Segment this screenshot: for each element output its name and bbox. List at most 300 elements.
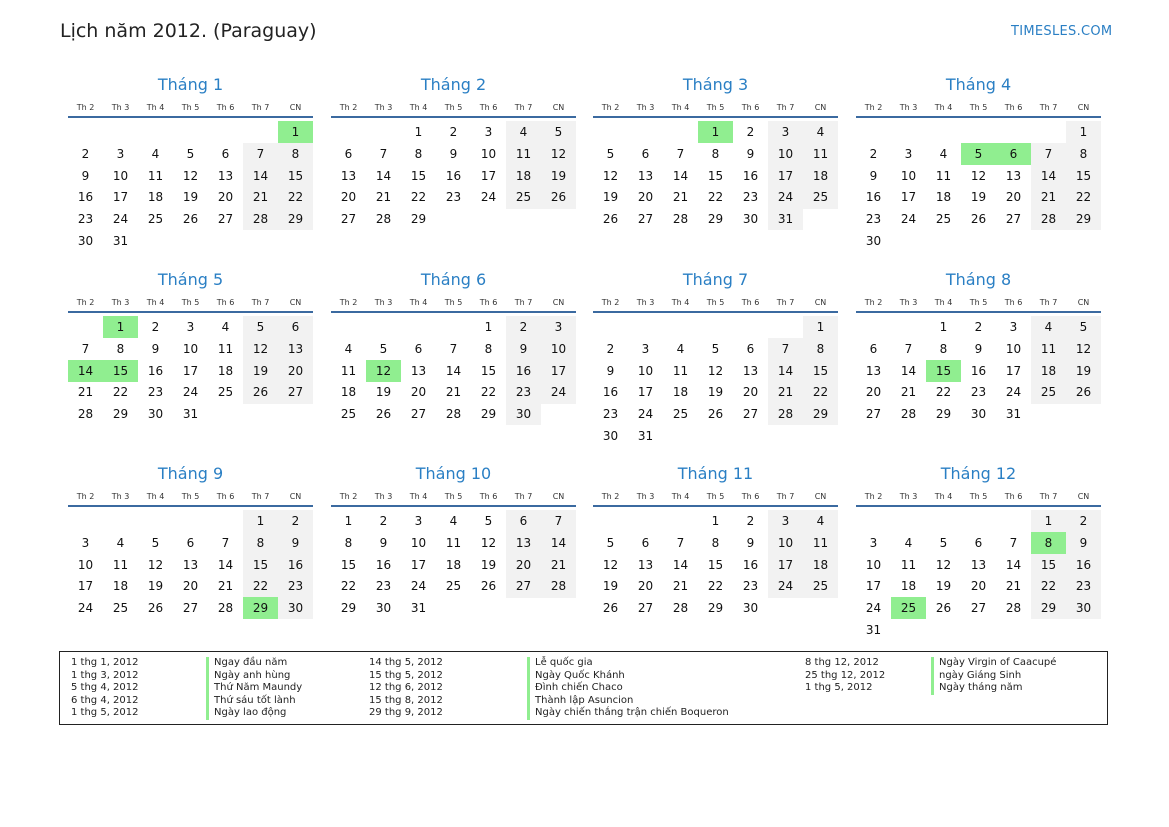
day-cell: 4: [221, 320, 230, 334]
day-cell: 22: [1040, 579, 1057, 594]
day-cell: 21: [252, 190, 269, 205]
day-cell: 21: [375, 190, 392, 205]
day-cell: 10: [777, 535, 794, 550]
day-cell: 26: [480, 579, 497, 594]
day-cell: 15: [707, 168, 724, 183]
legend-date: 1 thg 5, 2012: [71, 707, 139, 719]
weekday-header: Th 3: [374, 298, 393, 307]
day-cell: 18: [672, 385, 689, 400]
day-cell: 25: [340, 407, 357, 422]
day-cell: 26: [1075, 385, 1092, 400]
day-cell: 21: [1005, 579, 1022, 594]
weekday-header: Th 4: [146, 103, 165, 112]
day-cell: 8: [344, 535, 353, 550]
weekday-header: Th 3: [111, 492, 130, 501]
legend-holiday-name: Đình chiến Chaco: [527, 682, 623, 695]
day-cell: 4: [344, 341, 353, 356]
day-cell: 5: [606, 146, 615, 161]
day-cell: 23: [147, 385, 164, 400]
day-cell: 2: [291, 514, 300, 528]
day-cell: 28: [900, 407, 917, 422]
day-cell: 22: [935, 385, 952, 400]
day-cell: 26: [602, 212, 619, 227]
month-title: Tháng 9: [157, 464, 224, 483]
day-cell: 14: [672, 557, 689, 572]
day-cell: 24: [1005, 385, 1022, 400]
day-cell: 27: [970, 601, 987, 616]
day-cell: 8: [711, 535, 720, 550]
weekday-header: Th 3: [899, 103, 918, 112]
day-cell: 13: [515, 535, 532, 550]
weekday-header: Th 4: [409, 492, 428, 501]
day-cell: 23: [1075, 579, 1092, 594]
day-cell: 6: [414, 341, 423, 356]
site-link[interactable]: TIMESLES.COM: [1011, 24, 1113, 39]
day-cell: 10: [865, 557, 882, 572]
day-cell: 5: [554, 125, 563, 139]
day-cell: 30: [375, 601, 392, 616]
day-cell: 11: [935, 168, 952, 183]
day-cell: 19: [147, 579, 164, 594]
holiday-day: 5: [961, 143, 996, 165]
day-cell: 3: [904, 146, 913, 161]
day-cell: 28: [672, 601, 689, 616]
day-cell: 9: [291, 535, 300, 550]
day-cell: 17: [777, 557, 794, 572]
day-cell: 1: [711, 514, 720, 528]
weekday-header: Th 5: [969, 298, 988, 307]
weekday-header: Th 6: [1004, 298, 1023, 307]
day-cell: 18: [1040, 363, 1057, 378]
day-cell: 1: [1044, 514, 1053, 528]
weekday-header: Th 6: [741, 103, 760, 112]
day-cell: 12: [1075, 341, 1092, 356]
day-cell: 1: [256, 514, 265, 528]
day-cell: 18: [935, 190, 952, 205]
day-cell: 29: [340, 601, 357, 616]
day-cell: 12: [147, 557, 164, 572]
day-cell: 11: [812, 146, 829, 161]
day-cell: 30: [287, 601, 304, 616]
day-cell: 30: [970, 407, 987, 422]
weekday-header: Th 2: [864, 298, 883, 307]
weekday-header: Th 3: [899, 298, 918, 307]
day-cell: 5: [186, 146, 195, 161]
day-cell: 11: [672, 363, 689, 378]
day-cell: 20: [217, 190, 234, 205]
day-cell: 28: [1040, 212, 1057, 227]
day-cell: 17: [77, 579, 94, 594]
day-cell: 30: [1075, 601, 1092, 616]
day-cell: 5: [606, 535, 615, 550]
day-cell: 5: [484, 514, 493, 528]
day-cell: 6: [974, 535, 983, 550]
day-cell: 27: [182, 601, 199, 616]
day-cell: 27: [637, 601, 654, 616]
day-cell: 27: [865, 407, 882, 422]
day-cell: 3: [554, 320, 563, 334]
day-cell: 10: [112, 168, 129, 183]
day-cell: 10: [410, 535, 427, 550]
day-cell: 10: [777, 146, 794, 161]
day-cell: 11: [900, 557, 917, 572]
weekday-header: Th 3: [636, 298, 655, 307]
header-rule: [68, 311, 313, 313]
day-cell: 22: [340, 579, 357, 594]
day-cell: 18: [445, 557, 462, 572]
holiday-day: 1: [698, 121, 733, 143]
day-cell: 16: [970, 363, 987, 378]
day-cell: 17: [865, 579, 882, 594]
day-cell: 17: [182, 363, 199, 378]
month-title: Tháng 1: [157, 75, 224, 94]
header-rule: [331, 311, 576, 313]
day-cell: 23: [515, 385, 532, 400]
day-cell: 24: [865, 601, 882, 616]
weekday-header: Th 2: [601, 298, 620, 307]
day-cell: 22: [287, 190, 304, 205]
weekday-header: Th 6: [741, 492, 760, 501]
day-cell: 17: [1005, 363, 1022, 378]
day-cell: 31: [777, 212, 794, 227]
day-cell: 21: [217, 579, 234, 594]
holiday-day: 12: [366, 360, 401, 382]
day-cell: 26: [147, 601, 164, 616]
month-title: Tháng 6: [420, 270, 487, 289]
day-cell: 16: [602, 385, 619, 400]
weekday-header: CN: [289, 492, 302, 501]
weekday-header: Th 5: [181, 298, 200, 307]
weekday-header: Th 6: [216, 298, 235, 307]
day-cell: 15: [1040, 557, 1057, 572]
day-cell: 9: [449, 146, 458, 161]
weekday-header: Th 6: [216, 492, 235, 501]
day-cell: 1: [344, 514, 353, 528]
day-cell: 30: [742, 212, 759, 227]
day-cell: 24: [480, 190, 497, 205]
weekday-header: Th 4: [409, 103, 428, 112]
day-cell: 5: [939, 535, 948, 550]
day-cell: 12: [550, 146, 567, 161]
day-cell: 15: [287, 168, 304, 183]
weekday-header: Th 5: [969, 103, 988, 112]
legend-date: 25 thg 12, 2012: [805, 669, 886, 681]
day-cell: 9: [379, 535, 388, 550]
weekday-header: Th 2: [339, 103, 358, 112]
legend-date: 15 thg 5, 2012: [369, 669, 443, 681]
day-cell: 5: [711, 341, 720, 356]
day-cell: 7: [81, 341, 90, 356]
day-cell: 27: [217, 212, 234, 227]
header-rule: [68, 116, 313, 118]
day-cell: 11: [445, 535, 462, 550]
day-cell: 16: [865, 190, 882, 205]
day-cell: 25: [812, 579, 829, 594]
day-cell: 14: [672, 168, 689, 183]
day-cell: 16: [1075, 557, 1092, 572]
day-cell: 8: [1079, 146, 1088, 161]
legend-date: 1 thg 3, 2012: [71, 669, 139, 681]
weekday-header: Th 7: [776, 492, 795, 501]
day-cell: 1: [816, 320, 825, 334]
day-cell: 13: [637, 168, 654, 183]
day-cell: 24: [112, 212, 129, 227]
day-cell: 21: [550, 557, 567, 572]
day-cell: 23: [77, 212, 94, 227]
day-cell: 2: [746, 125, 755, 139]
day-cell: 28: [445, 407, 462, 422]
day-cell: 2: [974, 320, 983, 334]
legend-holiday-name: Thành lập Asuncion: [527, 695, 633, 708]
page-title: Lịch năm 2012. (Paraguay): [60, 20, 317, 42]
day-cell: 20: [865, 385, 882, 400]
day-cell: 6: [221, 146, 230, 161]
day-cell: 20: [742, 385, 759, 400]
holiday-day: 25: [891, 597, 926, 619]
header-rule: [856, 311, 1101, 313]
weekday-header: Th 5: [706, 492, 725, 501]
day-cell: 31: [637, 429, 654, 443]
day-cell: 20: [1005, 190, 1022, 205]
weekday-header: CN: [814, 103, 827, 112]
day-cell: 6: [291, 320, 300, 334]
day-cell: 13: [287, 341, 304, 356]
day-cell: 23: [287, 579, 304, 594]
weekday-header: Th 7: [1039, 103, 1058, 112]
day-cell: 14: [445, 363, 462, 378]
day-cell: 16: [742, 557, 759, 572]
day-cell: 2: [449, 125, 458, 139]
day-cell: 30: [147, 407, 164, 422]
weekday-header: Th 6: [216, 103, 235, 112]
day-cell: 4: [151, 146, 160, 161]
day-cell: 16: [147, 363, 164, 378]
day-cell: 26: [707, 407, 724, 422]
day-cell: 27: [515, 579, 532, 594]
day-cell: 17: [777, 168, 794, 183]
day-cell: 12: [602, 557, 619, 572]
month-title: Tháng 4: [945, 75, 1012, 94]
day-cell: 27: [742, 407, 759, 422]
weekday-header: Th 4: [671, 298, 690, 307]
day-cell: 1: [1079, 125, 1088, 139]
day-cell: 27: [340, 212, 357, 227]
day-cell: 9: [151, 341, 160, 356]
day-cell: 13: [1005, 168, 1022, 183]
day-cell: 19: [602, 579, 619, 594]
day-cell: 12: [935, 557, 952, 572]
day-cell: 11: [217, 341, 234, 356]
day-cell: 25: [672, 407, 689, 422]
weekday-header: Th 7: [776, 298, 795, 307]
day-cell: 25: [147, 212, 164, 227]
weekday-header: Th 3: [374, 492, 393, 501]
month-title: Tháng 8: [945, 270, 1012, 289]
day-cell: 14: [375, 168, 392, 183]
holiday-day: 6: [996, 143, 1031, 165]
weekday-header: Th 7: [776, 103, 795, 112]
weekday-header: Th 5: [181, 492, 200, 501]
header-rule: [593, 505, 838, 507]
legend-holiday-name: Lễ quốc gia: [527, 657, 593, 670]
weekday-header: Th 7: [251, 492, 270, 501]
weekday-header: CN: [552, 492, 565, 501]
weekday-header: Th 4: [934, 492, 953, 501]
legend-holiday-name: Ngày Virgin of Caacupé: [931, 657, 1056, 670]
day-cell: 6: [746, 341, 755, 356]
legend-date: 8 thg 12, 2012: [805, 657, 879, 668]
day-cell: 22: [707, 579, 724, 594]
weekday-header: Th 7: [251, 103, 270, 112]
day-cell: 17: [410, 557, 427, 572]
day-cell: 20: [182, 579, 199, 594]
day-cell: 28: [375, 212, 392, 227]
day-cell: 12: [252, 341, 269, 356]
day-cell: 9: [81, 168, 90, 183]
day-cell: 7: [1009, 535, 1018, 550]
day-cell: 16: [515, 363, 532, 378]
day-cell: 31: [112, 234, 129, 248]
day-cell: 28: [217, 601, 234, 616]
holiday-day: 8: [1031, 532, 1066, 554]
day-cell: 7: [554, 514, 563, 528]
day-cell: 28: [672, 212, 689, 227]
weekday-header: Th 3: [111, 103, 130, 112]
day-cell: 12: [970, 168, 987, 183]
day-cell: 2: [869, 146, 878, 161]
weekday-header: Th 6: [479, 492, 498, 501]
day-cell: 27: [1005, 212, 1022, 227]
day-cell: 13: [637, 557, 654, 572]
day-cell: 29: [410, 212, 427, 227]
day-cell: 3: [641, 341, 650, 356]
weekday-header: Th 7: [1039, 298, 1058, 307]
legend-date: 1 thg 5, 2012: [805, 682, 873, 694]
day-cell: 2: [606, 341, 615, 356]
weekday-header: Th 5: [181, 103, 200, 112]
day-cell: 21: [77, 385, 94, 400]
day-cell: 9: [606, 363, 615, 378]
weekday-header: Th 5: [706, 298, 725, 307]
day-cell: 29: [707, 212, 724, 227]
weekday-header: Th 7: [514, 492, 533, 501]
day-cell: 19: [1075, 363, 1092, 378]
weekday-header: Th 4: [934, 103, 953, 112]
weekday-header: Th 5: [444, 103, 463, 112]
holiday-day: 15: [103, 360, 138, 382]
header-rule: [331, 505, 576, 507]
day-cell: 20: [637, 190, 654, 205]
legend-holiday-name: Ngày chiến thắng trận chiến Boqueron: [527, 707, 729, 720]
day-cell: 25: [515, 190, 532, 205]
day-cell: 29: [480, 407, 497, 422]
day-cell: 19: [480, 557, 497, 572]
weekday-header: Th 5: [444, 492, 463, 501]
day-cell: 30: [742, 601, 759, 616]
day-cell: 13: [742, 363, 759, 378]
weekday-header: Th 7: [514, 298, 533, 307]
day-cell: 8: [414, 146, 423, 161]
day-cell: 15: [252, 557, 269, 572]
day-cell: 13: [340, 168, 357, 183]
weekday-header: Th 4: [409, 298, 428, 307]
weekday-header: Th 4: [671, 103, 690, 112]
day-cell: 11: [340, 363, 357, 378]
weekday-header: Th 4: [146, 298, 165, 307]
day-cell: 6: [186, 535, 195, 550]
day-cell: 2: [1079, 514, 1088, 528]
day-cell: 2: [151, 320, 160, 334]
weekday-header: Th 2: [76, 298, 95, 307]
day-cell: 10: [637, 363, 654, 378]
day-cell: 29: [287, 212, 304, 227]
day-cell: 20: [970, 579, 987, 594]
day-cell: 4: [116, 535, 125, 550]
day-cell: 16: [742, 168, 759, 183]
day-cell: 7: [904, 341, 913, 356]
day-cell: 19: [935, 579, 952, 594]
header-rule: [331, 116, 576, 118]
day-cell: 15: [1075, 168, 1092, 183]
day-cell: 14: [777, 363, 794, 378]
weekday-header: CN: [1077, 103, 1090, 112]
day-cell: 29: [935, 407, 952, 422]
day-cell: 8: [939, 341, 948, 356]
day-cell: 6: [869, 341, 878, 356]
month-title: Tháng 2: [420, 75, 487, 94]
day-cell: 7: [781, 341, 790, 356]
day-cell: 3: [781, 514, 790, 528]
weekday-header: Th 6: [741, 298, 760, 307]
holiday-day: 14: [68, 360, 103, 382]
legend-holiday-name: Ngày lao động: [206, 707, 286, 720]
day-cell: 3: [116, 146, 125, 161]
day-cell: 18: [217, 363, 234, 378]
day-cell: 14: [217, 557, 234, 572]
day-cell: 18: [147, 190, 164, 205]
day-cell: 5: [379, 341, 388, 356]
day-cell: 7: [1044, 146, 1053, 161]
day-cell: 25: [812, 190, 829, 205]
day-cell: 21: [672, 579, 689, 594]
weekday-header: Th 2: [601, 103, 620, 112]
header-rule: [593, 116, 838, 118]
holiday-day: 15: [926, 360, 961, 382]
day-cell: 18: [340, 385, 357, 400]
weekday-header: Th 2: [601, 492, 620, 501]
day-cell: 22: [480, 385, 497, 400]
day-cell: 4: [816, 514, 825, 528]
weekday-header: Th 5: [706, 103, 725, 112]
day-cell: 22: [410, 190, 427, 205]
day-cell: 2: [81, 146, 90, 161]
month-title: Tháng 5: [157, 270, 224, 289]
day-cell: 4: [816, 125, 825, 139]
weekday-header: Th 2: [864, 492, 883, 501]
day-cell: 21: [672, 190, 689, 205]
day-cell: 12: [602, 168, 619, 183]
legend-holiday-name: Ngày anh hùng: [206, 670, 290, 683]
day-cell: 31: [410, 601, 427, 616]
day-cell: 20: [410, 385, 427, 400]
header-rule: [593, 311, 838, 313]
day-cell: 7: [676, 146, 685, 161]
day-cell: 14: [900, 363, 917, 378]
day-cell: 25: [935, 212, 952, 227]
weekday-header: Th 3: [636, 103, 655, 112]
day-cell: 30: [515, 407, 532, 422]
day-cell: 29: [1075, 212, 1092, 227]
